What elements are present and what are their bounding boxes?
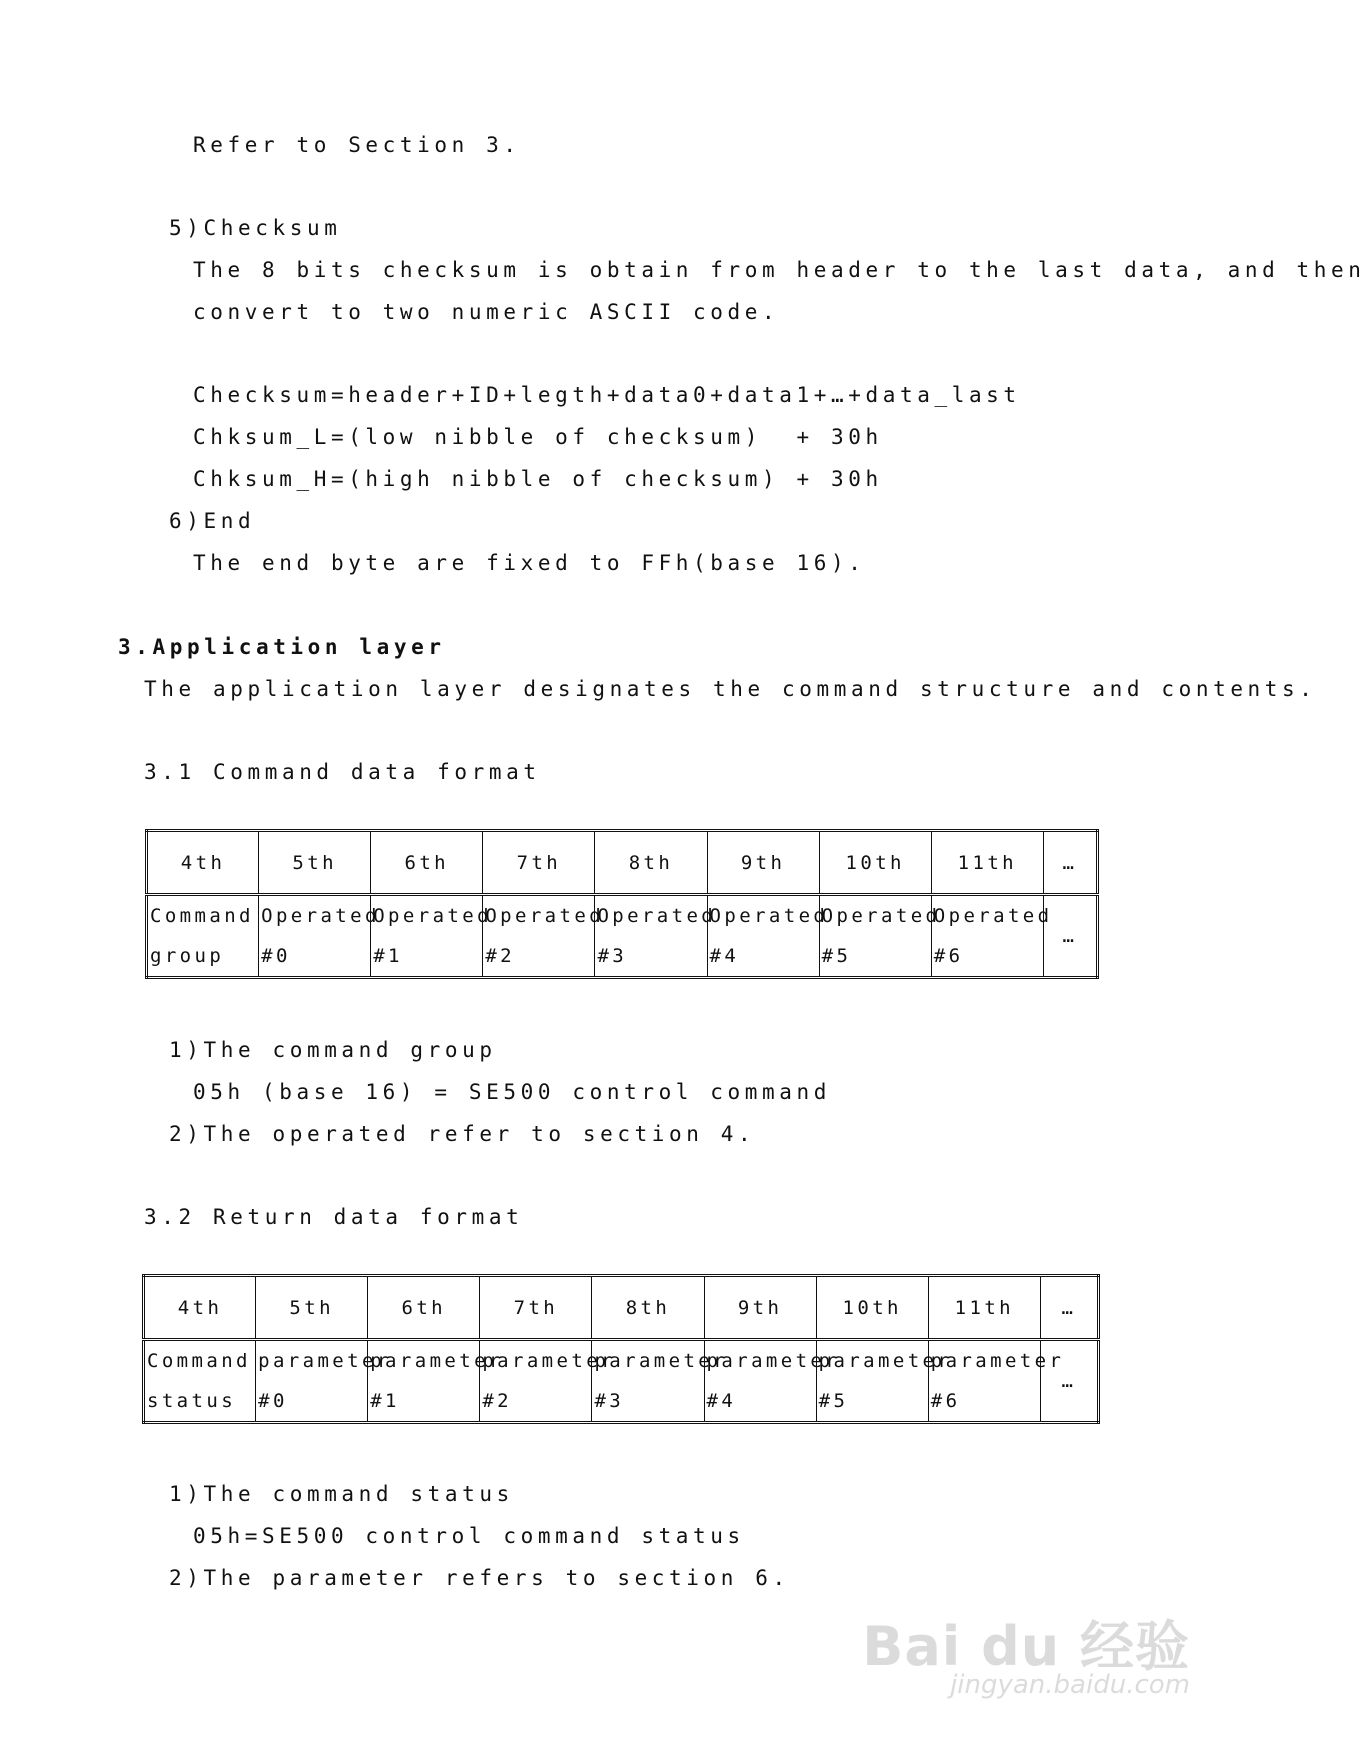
cell-line-2: group: [150, 945, 225, 967]
command-table-cell: [595, 895, 717, 978]
application-layer-heading: 3.Application layer: [118, 635, 446, 659]
cell-line-2: #6: [930, 1390, 961, 1412]
command-table-header-row: [147, 831, 1098, 895]
return-table-header-cell: …: [1040, 1276, 1098, 1340]
command-table-cell: [707, 895, 829, 978]
cell-line-2: #2: [485, 945, 516, 967]
command-table-header-cell: …: [1043, 831, 1097, 895]
return-table-cell: [144, 1340, 256, 1423]
cell-line-2: #1: [370, 1390, 400, 1412]
command-table-data-row: [147, 895, 1098, 978]
cell-line-2: #4: [706, 1390, 737, 1412]
cell-line-2: #0: [258, 1390, 288, 1412]
command-table-header-cell: 5th: [259, 831, 371, 895]
command-table-header-cell: 10th: [819, 831, 931, 895]
return-table-cell: [368, 1340, 504, 1423]
cell-line-1: parameter: [370, 1350, 504, 1372]
chksum-h-formula: Chksum_H=(high nibble of checksum) + 30h: [193, 467, 883, 491]
cell-line-2: #4: [709, 945, 740, 967]
checksum-title: 5)Checksum: [169, 216, 342, 240]
return-table-cell: [480, 1340, 616, 1423]
chksum-l-formula: Chksum_L=(low nibble of checksum) + 30h: [193, 425, 883, 449]
command-format-table: [145, 829, 1099, 979]
command-status-value: 05h=SE500 control command status: [193, 1524, 745, 1548]
return-table-cell: [704, 1340, 841, 1423]
operated-reference: 2)The operated refer to section 4.: [169, 1122, 756, 1146]
cell-line-1: parameter: [706, 1350, 841, 1372]
cell-line-2: #2: [482, 1390, 513, 1412]
refer-section-3: Refer to Section 3.: [193, 133, 521, 157]
return-table-header-cell: 4th: [144, 1276, 256, 1340]
command-table-header-cell: 11th: [931, 831, 1043, 895]
baidu-watermark-logo: Bai du 经验: [862, 1615, 1190, 1678]
return-table-header-cell: 9th: [704, 1276, 816, 1340]
cell-line-2: #5: [818, 1390, 849, 1412]
command-group-title: 1)The command group: [169, 1038, 497, 1062]
command-table-cell: [819, 895, 941, 978]
command-table-header-cell: 6th: [371, 831, 483, 895]
return-table-header-cell: 5th: [256, 1276, 368, 1340]
return-table-header-cell: 11th: [928, 1276, 1040, 1340]
cell-line-1: parameter: [594, 1350, 728, 1372]
cell-line-1: Operated: [485, 905, 605, 927]
return-table-cell: [592, 1340, 728, 1423]
checksum-desc-2: convert to two numeric ASCII code.: [193, 300, 780, 324]
return-table-cell: [816, 1340, 953, 1423]
cell-line-2: #3: [594, 1390, 625, 1412]
command-table-header-cell: 8th: [595, 831, 707, 895]
return-format-table: [142, 1274, 1100, 1424]
command-table-cell: [147, 895, 259, 978]
checksum-desc-1: The 8 bits checksum is obtain from header to the last data, and then: [193, 258, 1366, 282]
cell-line-2: #5: [821, 945, 852, 967]
command-table-ellipsis-cell: …: [1043, 895, 1097, 978]
command-table-header-cell: 7th: [483, 831, 595, 895]
return-table-header-cell: 10th: [816, 1276, 928, 1340]
return-format-title: 3.2 Return data format: [144, 1205, 524, 1229]
command-format-title: 3.1 Command data format: [144, 760, 541, 784]
end-title: 6)End: [169, 509, 256, 533]
return-table-ellipsis-cell: …: [1040, 1340, 1098, 1423]
checksum-formula: Checksum=header+ID+legth+data0+data1+…+data_last: [193, 383, 1021, 407]
cell-line-2: #3: [597, 945, 628, 967]
return-table-cell: [256, 1340, 392, 1423]
cell-line-2: #1: [373, 945, 403, 967]
parameter-reference: 2)The parameter refers to section 6.: [169, 1566, 790, 1590]
return-table-header-cell: 6th: [368, 1276, 480, 1340]
command-table-cell: [371, 895, 492, 978]
cell-line-1: Command: [150, 905, 254, 927]
command-table-cell: [259, 895, 380, 978]
return-table-header-cell: 7th: [480, 1276, 592, 1340]
command-group-value: 05h (base 16) = SE500 control command: [193, 1080, 831, 1104]
cell-line-1: parameter: [482, 1350, 616, 1372]
return-table-header-cell: 8th: [592, 1276, 704, 1340]
command-table-cell: [483, 895, 605, 978]
cell-line-2: #6: [933, 945, 964, 967]
cell-line-1: Operated: [709, 905, 829, 927]
cell-line-1: Operated: [597, 905, 717, 927]
return-table-header-row: [144, 1276, 1099, 1340]
command-table-cell: [931, 895, 1053, 978]
cell-line-1: Operated: [373, 905, 492, 927]
cell-line-2: status: [147, 1390, 237, 1412]
cell-line-1: Operated: [821, 905, 941, 927]
cell-line-1: Operated: [933, 905, 1053, 927]
return-table-cell: [928, 1340, 1065, 1423]
cell-line-2: #0: [261, 945, 291, 967]
application-layer-desc: The application layer designates the command structure and contents.: [144, 677, 1317, 701]
command-status-title: 1)The command status: [169, 1482, 514, 1506]
return-table-data-row: [144, 1340, 1099, 1423]
cell-line-1: Operated: [261, 905, 380, 927]
command-table-header-cell: 9th: [707, 831, 819, 895]
cell-line-1: parameter: [258, 1350, 392, 1372]
cell-line-1: parameter: [818, 1350, 953, 1372]
baidu-watermark-url: jingyan.baidu.com: [950, 1670, 1190, 1700]
cell-line-1: Command: [147, 1350, 251, 1372]
baidu-watermark: [862, 1604, 1200, 1714]
end-desc: The end byte are fixed to FFh(base 16).: [193, 551, 866, 575]
command-table-header-cell: 4th: [147, 831, 259, 895]
cell-line-1: parameter: [930, 1350, 1065, 1372]
